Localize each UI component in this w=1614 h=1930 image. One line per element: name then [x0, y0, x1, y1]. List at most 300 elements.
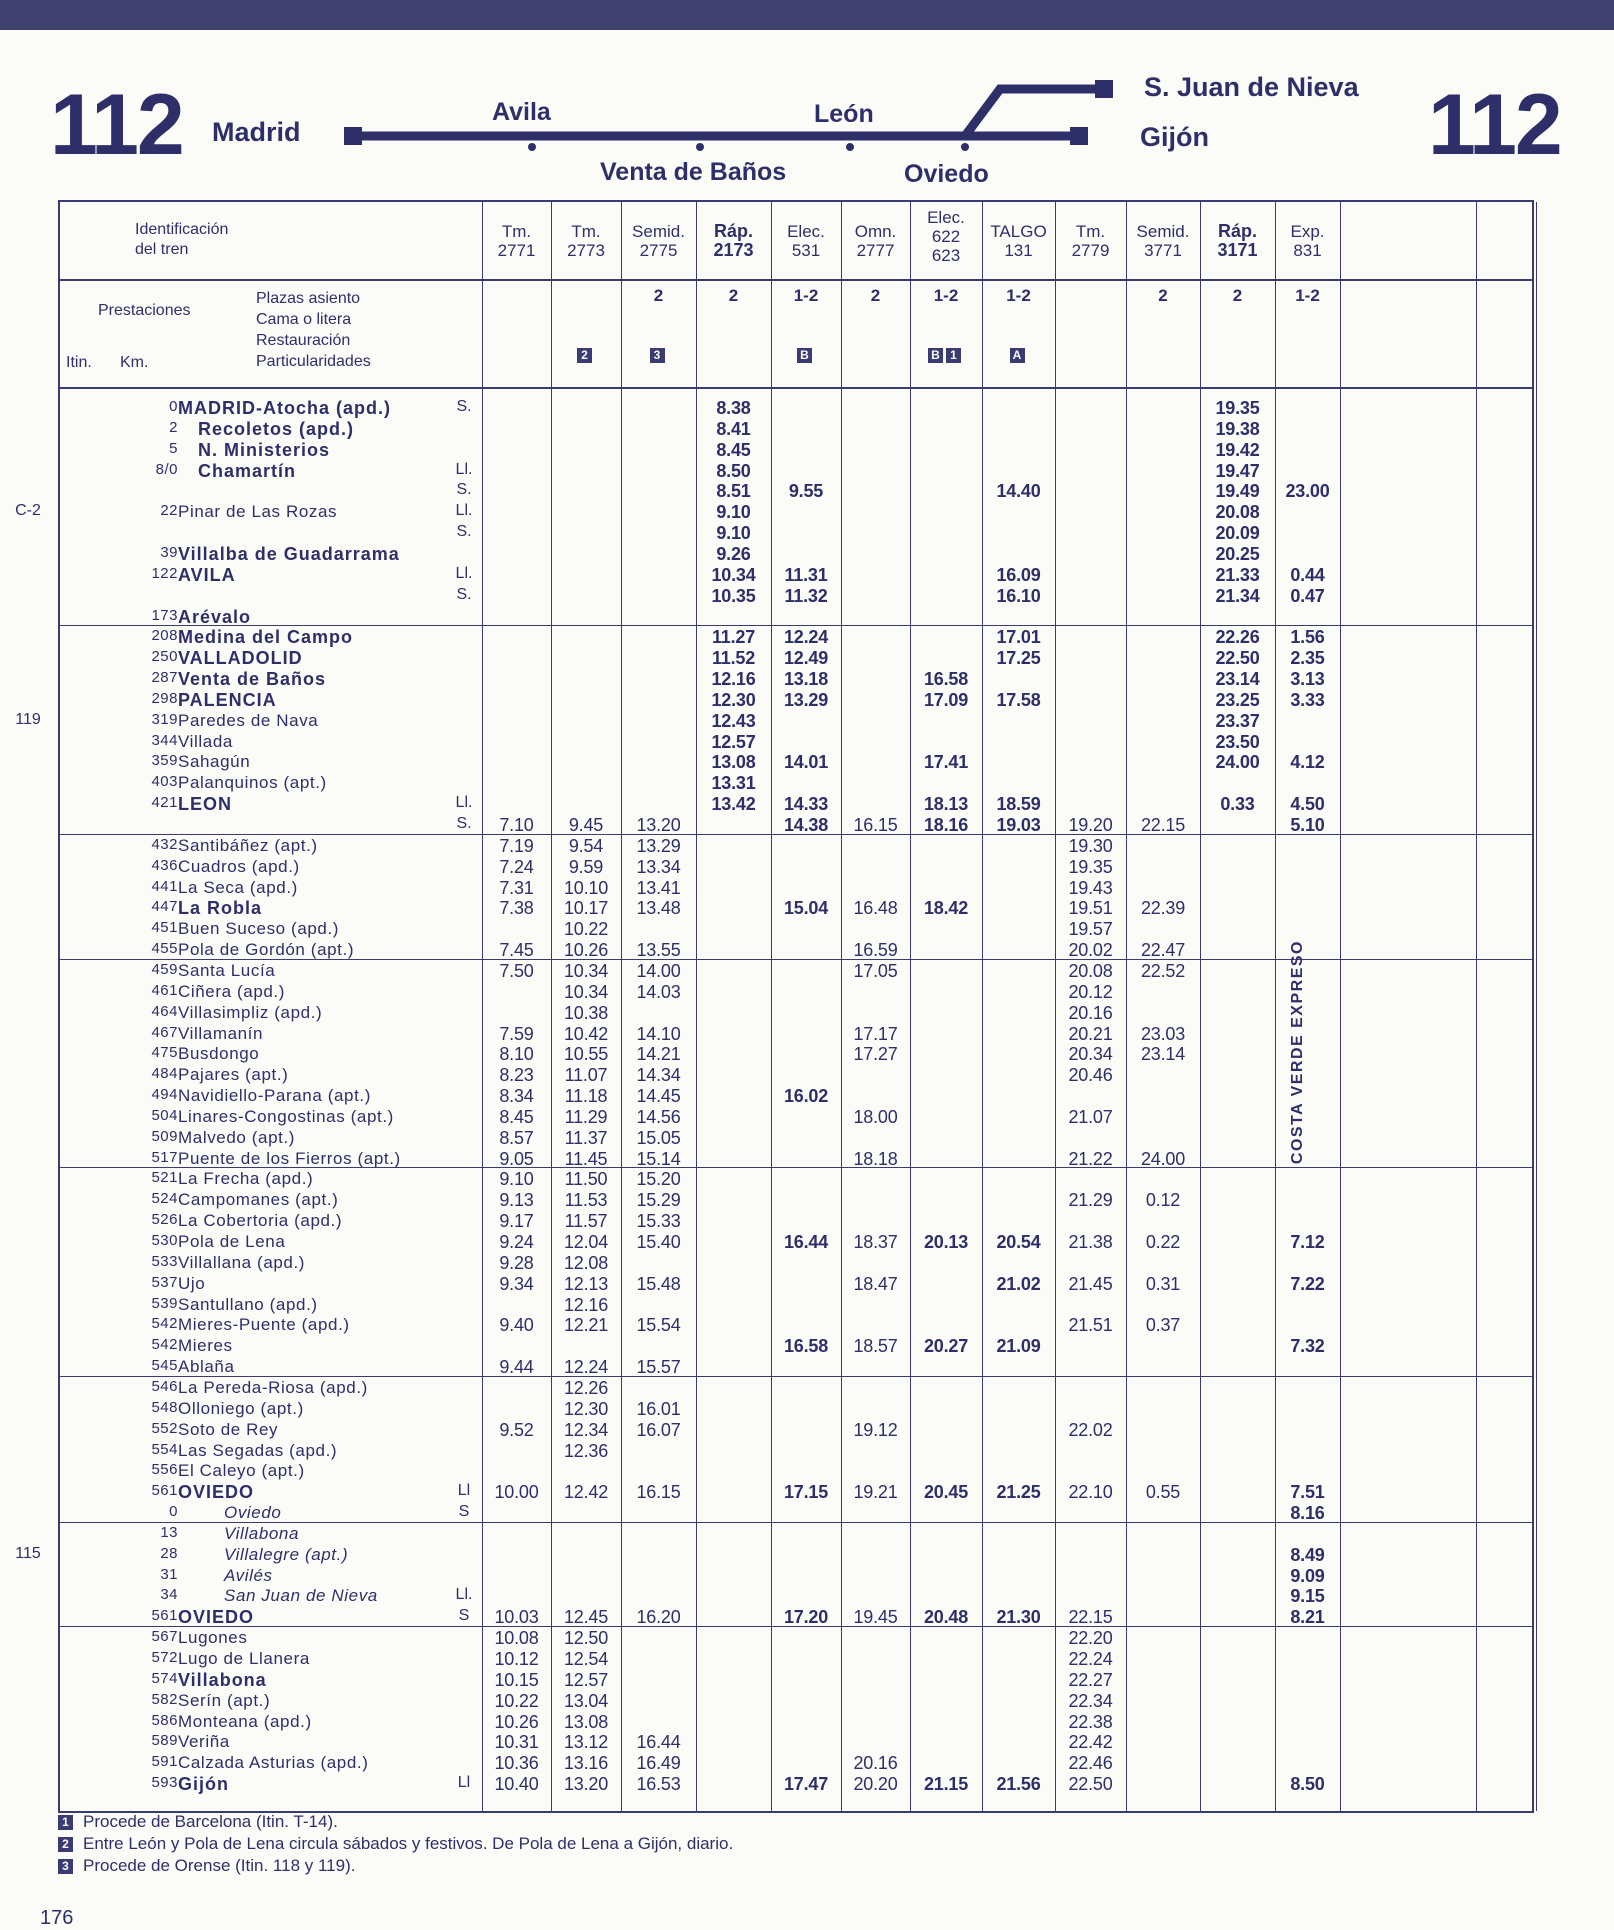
- time-cell: 10.08: [494, 1628, 539, 1649]
- time-cell: 10.36: [494, 1753, 539, 1774]
- station-name: Lugo de Llanera: [178, 1649, 310, 1668]
- station-name: AVILA: [178, 564, 236, 585]
- plazas-value: 2: [1232, 286, 1243, 305]
- time-cell: 15.04: [783, 898, 829, 919]
- arrival-departure-marker: Ll: [457, 1774, 471, 1792]
- arrival-departure-marker: Ll.: [455, 794, 473, 812]
- time-cell: 7.45: [499, 940, 534, 961]
- station-name: OVIEDO: [178, 1607, 255, 1628]
- time-cell: 12.04: [563, 1232, 609, 1252]
- time-cell: 12.08: [563, 1252, 609, 1273]
- time-cell: 13.04: [563, 1690, 609, 1711]
- km-value: 122: [151, 564, 178, 582]
- station-name: Villada: [178, 731, 233, 751]
- city-leon: León: [814, 100, 874, 128]
- station-name: Santa Lucía: [178, 960, 276, 980]
- station-name: Pola de Gordón (apt.): [178, 940, 355, 960]
- time-cell: 13.48: [636, 898, 681, 919]
- time-cell: 10.00: [494, 1482, 539, 1503]
- time-cell: 12.50: [563, 1628, 609, 1649]
- time-cell: 23.25: [1215, 689, 1260, 710]
- time-cell: 12.42: [563, 1482, 609, 1503]
- train-number: 2771: [497, 241, 536, 260]
- time-cell: 22.10: [1068, 1482, 1113, 1503]
- time-cell: 9.13: [499, 1190, 534, 1211]
- time-cell: 14.21: [636, 1044, 681, 1065]
- km-value: 5: [169, 439, 178, 457]
- train-number: 2779: [1071, 241, 1110, 260]
- km-value: 524: [151, 1190, 178, 1208]
- station-name: N. Ministerios: [198, 439, 331, 460]
- time-cell: 16.48: [853, 898, 898, 919]
- time-cell: 7.12: [1290, 1232, 1325, 1252]
- station-name: Puente de los Fierros (apt.): [178, 1148, 401, 1168]
- train-number: 622 623: [931, 227, 961, 265]
- itinerary-ref: 115: [15, 1544, 41, 1562]
- time-cell: 11.18: [564, 1086, 608, 1107]
- time-cell: 21.22: [1068, 1148, 1113, 1169]
- train-type: Ráp.: [1217, 221, 1257, 241]
- time-cell: 11.45: [564, 1148, 608, 1169]
- station-name: San Juan de Nieva: [224, 1586, 378, 1606]
- time-cell: 7.51: [1290, 1482, 1325, 1503]
- station-name: Ciñera (apd.): [178, 981, 286, 1001]
- km-value: 208: [151, 627, 178, 645]
- time-cell: 22.39: [1140, 898, 1186, 919]
- time-cell: 10.40: [494, 1774, 539, 1795]
- train-type: Omn.: [854, 222, 897, 241]
- column-divider: [841, 202, 842, 1811]
- time-cell: 12.26: [563, 1377, 609, 1398]
- time-cell: 0.47: [1290, 585, 1325, 606]
- time-cell: 14.01: [783, 752, 829, 773]
- time-cell: 22.46: [1068, 1753, 1113, 1774]
- train-type: TALGO: [990, 222, 1047, 241]
- time-cell: 9.10: [716, 502, 751, 523]
- km-value: 459: [151, 960, 178, 978]
- section-divider: [60, 1167, 1532, 1168]
- column-divider: [621, 202, 622, 1811]
- time-cell: 8.38: [716, 398, 751, 418]
- train-type: Ráp.: [713, 221, 753, 241]
- time-cell: 12.24: [783, 627, 829, 648]
- time-cell: 14.10: [636, 1023, 681, 1044]
- time-cell: 17.17: [853, 1023, 898, 1044]
- itinerary-ref: 119: [15, 710, 41, 728]
- time-cell: 14.33: [783, 794, 829, 815]
- time-cell: 11.57: [564, 1211, 608, 1232]
- time-cell: 10.10: [563, 877, 609, 898]
- km-value: 421: [151, 794, 178, 812]
- time-cell: 18.47: [853, 1273, 898, 1294]
- time-cell: 20.54: [996, 1232, 1041, 1252]
- train-header: [910, 208, 982, 265]
- time-cell: 19.20: [1068, 815, 1113, 835]
- km-value: 39: [160, 543, 178, 561]
- column-divider: [1536, 202, 1537, 1811]
- station-name: Medina del Campo: [178, 627, 354, 648]
- train-type: Exp.: [1290, 222, 1325, 241]
- time-cell: 8.34: [499, 1086, 534, 1107]
- time-cell: 24.00: [1140, 1148, 1186, 1169]
- time-cell: 21.33: [1215, 564, 1260, 585]
- time-cell: 20.12: [1068, 981, 1113, 1002]
- time-cell: 20.46: [1068, 1065, 1113, 1086]
- time-cell: 19.35: [1215, 398, 1260, 418]
- km-value: 0: [169, 398, 178, 415]
- time-cell: 9.34: [499, 1273, 534, 1294]
- time-cell: 8.10: [499, 1044, 534, 1065]
- station-name: La Cobertoria (apd.): [178, 1211, 343, 1231]
- time-cell: 12.34: [563, 1419, 609, 1440]
- time-cell: 7.24: [499, 856, 534, 877]
- km-value: 545: [151, 1357, 178, 1375]
- train-type: Semid.: [632, 222, 685, 241]
- prest-item: Restauración: [256, 332, 351, 349]
- city-s-juan-de-nieva: S. Juan de Nieva: [1144, 72, 1359, 102]
- time-cell: 0.31: [1145, 1273, 1181, 1294]
- time-cell: 20.45: [923, 1482, 969, 1503]
- time-cell: 15.57: [636, 1357, 681, 1378]
- column-divider: [982, 202, 983, 1811]
- station-name: Santullano (apd.): [178, 1294, 318, 1314]
- station-name: La Pereda-Riosa (apd.): [178, 1377, 368, 1397]
- time-cell: 17.58: [996, 689, 1041, 710]
- time-cell: 10.35: [711, 585, 756, 606]
- time-cell: 20.16: [853, 1753, 898, 1774]
- km-value: 542: [151, 1315, 178, 1333]
- time-cell: 8.49: [1290, 1544, 1325, 1565]
- footnote-text: Procede de Barcelona (Itin. T-14).: [83, 1812, 338, 1831]
- km-value: 475: [151, 1044, 178, 1062]
- km-value: 561: [151, 1607, 178, 1625]
- time-cell: 23.03: [1140, 1023, 1186, 1044]
- time-cell: 21.15: [923, 1774, 969, 1795]
- time-cell: 15.54: [636, 1315, 681, 1336]
- time-cell: 4.12: [1290, 752, 1325, 773]
- time-cell: 21.25: [996, 1482, 1041, 1503]
- page-number: 176: [40, 1907, 74, 1929]
- station-name: Veriña: [178, 1732, 230, 1752]
- plazas-value: 1-2: [1295, 286, 1320, 305]
- km-value: 344: [151, 731, 178, 749]
- km-value: 31: [160, 1565, 178, 1583]
- time-cell: 21.51: [1068, 1315, 1113, 1336]
- time-cell: 19.35: [1068, 856, 1113, 877]
- particularidad-badge: 1: [946, 348, 961, 363]
- time-cell: 13.42: [711, 794, 756, 815]
- time-cell: 20.27: [923, 1336, 969, 1357]
- time-cell: 10.38: [563, 1002, 609, 1023]
- station-name: Buen Suceso (apd.): [178, 919, 340, 939]
- time-cell: 16.44: [783, 1232, 829, 1252]
- footnote-text: Procede de Orense (Itin. 118 y 119).: [83, 1856, 356, 1875]
- time-cell: 3.33: [1290, 689, 1325, 710]
- costa-verde-label: COSTA VERDE EXPRESO: [1289, 940, 1306, 1165]
- time-cell: 11.31: [784, 564, 828, 585]
- city-oviedo: Oviedo: [904, 160, 989, 188]
- route-diagram: [200, 60, 1130, 160]
- station-name: Villamanín: [178, 1023, 264, 1043]
- time-cell: 23.37: [1215, 710, 1260, 731]
- time-cell: 11.50: [564, 1169, 608, 1190]
- time-cell: 9.55: [788, 481, 824, 502]
- time-cell: 18.00: [853, 1106, 898, 1127]
- km-value: 34: [160, 1586, 178, 1604]
- column-divider: [910, 202, 911, 1811]
- train-number: 131: [1004, 241, 1033, 260]
- section-divider: [60, 1522, 1532, 1523]
- train-number: 2777: [856, 241, 895, 260]
- time-cell: 19.42: [1215, 439, 1260, 460]
- train-number: 2775: [639, 241, 678, 260]
- ident-label: Identificación del tren: [135, 221, 229, 258]
- km-value: 22: [160, 502, 178, 520]
- time-cell: 10.22: [563, 919, 609, 940]
- time-cell: 15.40: [636, 1232, 681, 1252]
- station-name: Soto de Rey: [178, 1419, 279, 1439]
- time-cell: 20.16: [1068, 1002, 1113, 1023]
- time-cell: 19.49: [1215, 481, 1260, 502]
- time-cell: 11.29: [564, 1106, 608, 1127]
- km-value: 591: [151, 1753, 178, 1771]
- train-header: [841, 222, 910, 260]
- time-cell: 8.45: [499, 1106, 534, 1127]
- train-number: 2773: [567, 241, 605, 260]
- km-value: 13: [160, 1523, 178, 1541]
- station-name: Chamartín: [198, 460, 297, 481]
- plazas-value: 2: [1158, 286, 1168, 305]
- time-cell: 9.45: [568, 815, 604, 835]
- time-cell: 12.45: [563, 1607, 609, 1628]
- column-divider: [482, 202, 483, 1811]
- station-name: Navidiello-Parana (apt.): [178, 1086, 371, 1106]
- time-cell: 16.15: [636, 1482, 681, 1503]
- time-cell: 16.10: [996, 585, 1041, 606]
- station-name: PALENCIA: [178, 689, 277, 710]
- time-cell: 19.45: [853, 1607, 898, 1628]
- time-cell: 20.48: [923, 1607, 969, 1628]
- time-cell: 18.16: [923, 815, 969, 835]
- time-cell: 7.22: [1290, 1273, 1325, 1294]
- station-name: Cuadros (apd.): [178, 856, 300, 876]
- time-cell: 8.23: [499, 1065, 534, 1086]
- station-name: Venta de Baños: [178, 669, 327, 690]
- station-name: LEON: [178, 794, 233, 815]
- train-header: [1055, 222, 1126, 260]
- time-cell: 10.31: [494, 1732, 539, 1753]
- time-cell: 12.24: [563, 1357, 609, 1378]
- km-value: 2: [169, 418, 178, 436]
- section-divider: [60, 1626, 1532, 1627]
- km-value: 8/0: [155, 460, 178, 478]
- station-name: Malvedo (apt.): [178, 1127, 296, 1147]
- arrival-departure-marker: Ll.: [455, 564, 473, 582]
- time-cell: 17.20: [783, 1607, 829, 1628]
- time-cell: 15.20: [636, 1169, 681, 1190]
- time-cell: 8.21: [1290, 1607, 1325, 1628]
- time-cell: 16.58: [783, 1336, 829, 1357]
- itinerary-ref: C-2: [15, 502, 41, 520]
- station-name: La Robla: [178, 898, 263, 919]
- time-cell: 7.19: [499, 835, 534, 856]
- km-value: 548: [151, 1398, 178, 1416]
- time-cell: 17.25: [996, 648, 1041, 669]
- time-cell: 21.07: [1068, 1106, 1113, 1127]
- time-cell: 22.50: [1215, 648, 1260, 669]
- time-cell: 14.34: [636, 1065, 681, 1086]
- station-name: Pinar de Las Rozas: [178, 502, 338, 522]
- time-cell: 16.01: [636, 1398, 681, 1419]
- time-cell: 12.13: [563, 1273, 609, 1294]
- time-cell: 17.05: [853, 960, 898, 981]
- footnote-mark: 2: [58, 1837, 73, 1852]
- arrival-departure-marker: Ll.: [455, 502, 473, 520]
- time-cell: 20.21: [1068, 1023, 1113, 1044]
- km-value: 287: [151, 669, 178, 687]
- time-cell: 7.31: [499, 877, 534, 898]
- train-number: 3771: [1144, 241, 1182, 260]
- time-cell: 9.09: [1290, 1565, 1325, 1586]
- timetable: [15, 200, 1534, 1813]
- footnote-1: [58, 1811, 733, 1833]
- time-cell: 12.30: [711, 689, 756, 710]
- station-name: Paredes de Nava: [178, 710, 319, 730]
- time-cell: 7.50: [499, 960, 534, 981]
- time-cell: 8.50: [1290, 1774, 1325, 1795]
- time-cell: 17.01: [996, 627, 1041, 648]
- km-value: 574: [151, 1669, 178, 1687]
- time-cell: 7.32: [1290, 1336, 1325, 1357]
- plazas-value: 2: [728, 286, 739, 305]
- time-cell: 21.34: [1215, 585, 1260, 606]
- time-cell: 13.55: [636, 940, 681, 961]
- time-cell: 16.49: [636, 1753, 681, 1774]
- km-value: 403: [151, 773, 178, 791]
- km-value: 552: [151, 1419, 178, 1437]
- time-cell: 10.55: [563, 1044, 609, 1065]
- time-cell: 22.20: [1068, 1628, 1113, 1649]
- time-cell: 13.20: [636, 815, 681, 835]
- footnote-mark: 3: [58, 1859, 73, 1874]
- time-cell: 10.22: [494, 1690, 539, 1711]
- time-cell: 9.17: [499, 1211, 534, 1232]
- time-cell: 0.33: [1220, 794, 1255, 815]
- time-cell: 14.56: [636, 1106, 681, 1127]
- time-cell: 16.58: [923, 669, 969, 690]
- plazas-value: 1-2: [933, 286, 959, 305]
- time-cell: 12.43: [711, 710, 756, 731]
- time-cell: 10.26: [494, 1711, 539, 1732]
- time-cell: 22.42: [1068, 1732, 1113, 1753]
- line-number-right: 112: [1428, 77, 1561, 173]
- time-cell: 20.08: [1068, 960, 1113, 981]
- station-name: Calzada Asturias (apd.): [178, 1753, 369, 1773]
- prest-item: Plazas asiento: [256, 290, 361, 307]
- time-cell: 22.26: [1215, 627, 1260, 648]
- arrival-departure-marker: Ll.: [455, 460, 473, 478]
- time-cell: 14.00: [636, 960, 681, 981]
- station-name: El Caleyo (apt.): [178, 1461, 305, 1481]
- station-name: Pajares (apt.): [178, 1065, 289, 1085]
- city-venta-de-banos: Venta de Baños: [600, 158, 787, 186]
- time-cell: 22.15: [1068, 1607, 1113, 1628]
- time-cell: 9.59: [568, 856, 604, 877]
- time-cell: 21.38: [1068, 1232, 1113, 1252]
- km-value: 554: [151, 1440, 178, 1458]
- column-divider: [1126, 202, 1127, 1811]
- time-cell: 10.34: [711, 564, 756, 585]
- time-cell: 15.05: [636, 1127, 681, 1148]
- particularidad-badge: B: [797, 348, 812, 363]
- time-cell: 13.31: [711, 773, 756, 794]
- time-cell: 22.27: [1068, 1669, 1113, 1690]
- station-name: La Seca (apd.): [178, 877, 298, 897]
- time-cell: 12.49: [783, 648, 829, 669]
- time-cell: 8.41: [716, 418, 751, 439]
- footnotes: [58, 1811, 733, 1877]
- section-divider: [60, 834, 1532, 835]
- top-bar: [0, 0, 1614, 30]
- train-type: Tm.: [571, 222, 601, 241]
- header-divider: [60, 387, 1532, 389]
- time-cell: 12.54: [563, 1649, 609, 1669]
- train-type: Tm.: [1075, 222, 1106, 241]
- km-value: 556: [151, 1461, 178, 1479]
- arrival-departure-marker: S.: [456, 398, 472, 415]
- time-cell: 11.27: [711, 627, 756, 648]
- time-cell: 10.34: [563, 981, 609, 1002]
- city-avila: Avila: [492, 98, 551, 126]
- station-name: Villabona: [178, 1669, 267, 1690]
- arrival-departure-marker: Ll.: [455, 1586, 473, 1604]
- time-cell: 14.40: [996, 481, 1041, 502]
- time-cell: 22.52: [1140, 960, 1186, 981]
- time-cell: 23.00: [1285, 481, 1330, 502]
- station-name: Villalba de Guadarrama: [178, 543, 400, 564]
- time-cell: 8.50: [716, 460, 751, 481]
- km-value: 436: [151, 856, 178, 874]
- km-value: 504: [151, 1106, 178, 1124]
- km-value: 319: [151, 710, 178, 728]
- km-value: 546: [151, 1377, 178, 1395]
- section-divider: [60, 959, 1532, 960]
- km-value: 572: [151, 1649, 178, 1666]
- time-cell: 22.24: [1068, 1649, 1113, 1669]
- km-value: 542: [151, 1336, 178, 1354]
- km-value: 537: [151, 1273, 178, 1291]
- time-cell: 9.54: [568, 835, 604, 856]
- time-cell: 19.21: [853, 1482, 898, 1503]
- km-value: 561: [151, 1482, 178, 1500]
- column-divider: [1476, 202, 1477, 1811]
- plazas-value: 2: [653, 286, 664, 305]
- station-name: Villalegre (apt.): [224, 1544, 349, 1564]
- time-cell: 19.12: [853, 1419, 898, 1440]
- station-name: Serín (apt.): [178, 1690, 271, 1710]
- station-name: Villallana (apd.): [178, 1252, 306, 1272]
- station-name: Avilés: [224, 1565, 273, 1585]
- train-number: 2173: [713, 240, 754, 260]
- station-name: La Frecha (apd.): [178, 1169, 314, 1189]
- time-cell: 12.16: [711, 669, 756, 690]
- time-cell: 0.37: [1145, 1315, 1181, 1336]
- time-cell: 11.07: [564, 1065, 608, 1086]
- particularidad-badge: 2: [577, 348, 592, 363]
- time-cell: 4.50: [1290, 794, 1325, 815]
- station-name: Villabona: [224, 1523, 300, 1543]
- km-value: 451: [151, 919, 178, 937]
